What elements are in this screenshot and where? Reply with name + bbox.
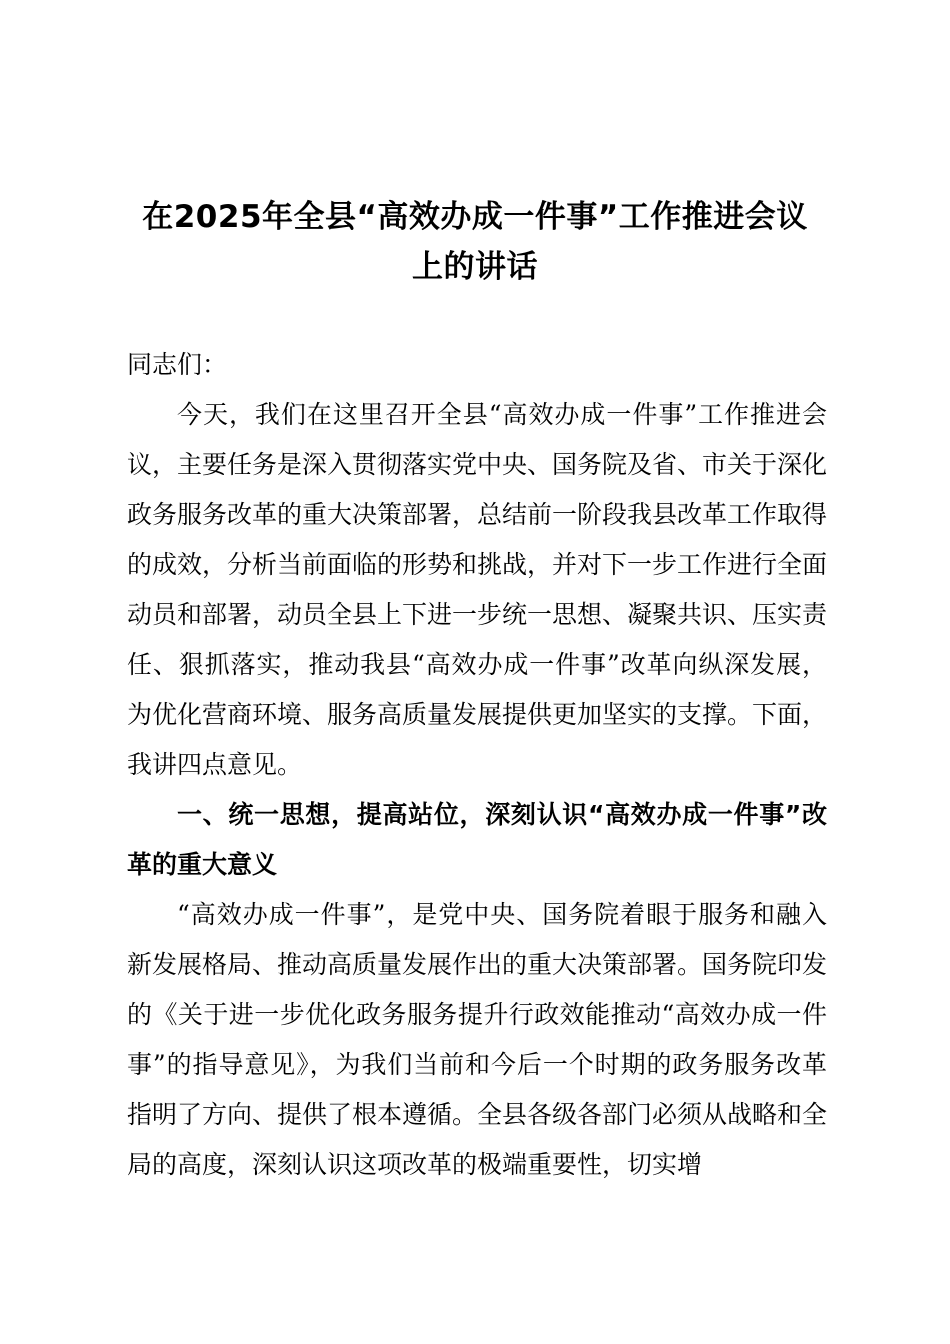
section-heading-1: 一、统一思想，提高站位，深刻认识“高效办成一件事”改革的重大意义 [127,800,827,879]
paragraph-intro: 今天，我们在这里召开全县“高效办成一件事”工作推进会议，主要任务是深入贯彻落实党中央、国务院及省、市关于深化政务服务改革的重大决策部署，总结前一阶段我县改革工作取得的成效，分析当前面临的形势和挑战，并对下一步工作进行全面动员和部署，动员全县上下进一步统一思想、凝聚共识、压实责任、狠抓落实，推动我县“高效办成一件事”改革向纵深发展，为优化营商环境、服务高质量发展提供更加坚实的支撑。下面，我讲四点意见。 [127,400,828,779]
title-line-1: 在2025年全县“高效办成一件事”工作推进会议 [142,199,808,235]
salutation: 同志们： [127,350,228,379]
title-line-2: 上的讲话 [412,249,538,285]
paragraph-section-1: “高效办成一件事”，是党中央、国务院着眼于服务和融入新发展格局、推动高质量发展作出的重大决策部署。国务院印发的《关于进一步优化政务服务提升行政效能推动“高效办成一件事”的指导意见》，为我们当前和今后一个时期的政务服务改革指明了方向、提供了根本遵循。全县各级各部门必须从战略和全局的高度，深刻认识这项改革的极端重要性，切实增 [127,900,828,1179]
document-body [127,340,827,1190]
document-title [110,192,840,292]
